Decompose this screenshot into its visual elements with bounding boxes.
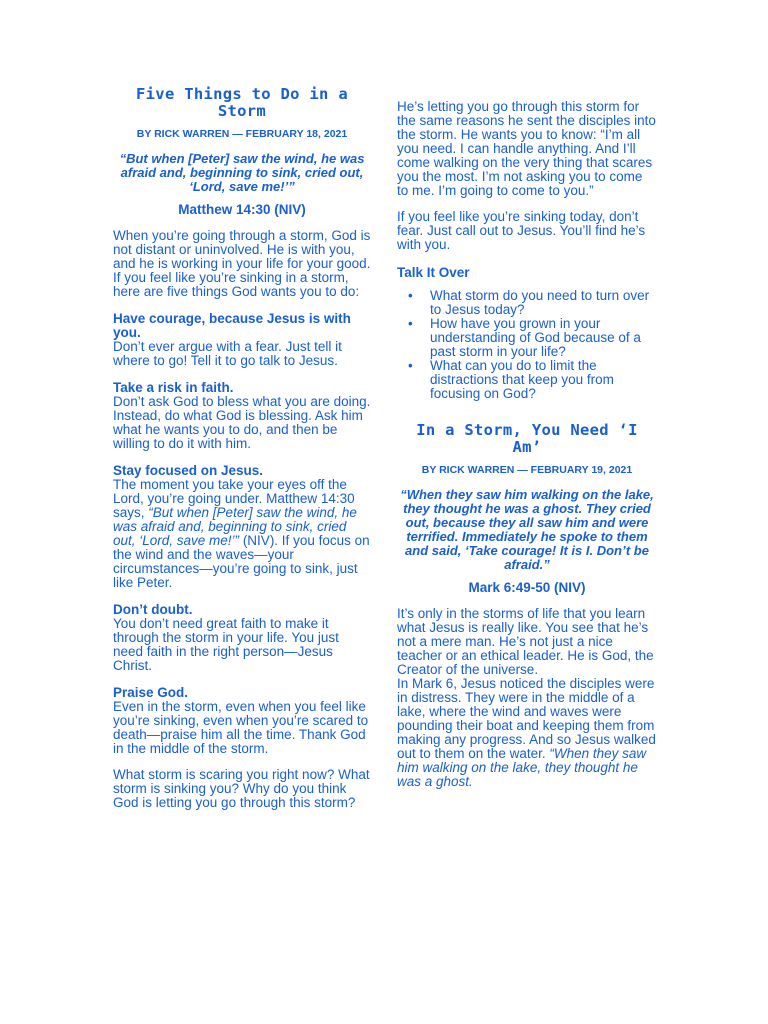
point-text-part: (NIV). If you focus on the wind and the waves—your circumstances—you’re going to sink, just like Peter. [113, 533, 370, 590]
intro-paragraph: If you feel like you’re sinking in a storm, here are five things God wants you to do: [113, 270, 360, 299]
article-title: In a Storm, You Need ‘I Am’ [416, 421, 638, 456]
article-title: Five Things to Do in a Storm [136, 85, 348, 120]
paragraph [397, 677, 657, 789]
closing-paragraph: What storm is scaring you right now? What storm is sinking you? Why do you think God is letting you go through this storm? [113, 767, 370, 810]
talk-it-over-list [397, 289, 657, 401]
scripture-quote: “When they saw him walking on the lake, they thought he was a ghost. They cried out, because they all saw him and were terrified. Immediately he spoke to them and said, ‘Take courage! It is I. Don’t be afraid.” [400, 487, 654, 572]
point-text: Even in the storm, even when you feel like you’re sinking, even when you’re scared to death—praise him all the time. Thank God in the middle of the storm. [113, 699, 369, 756]
point-text: You don’t need great faith to make it through the storm in your life. You just need faith in the right person—Jesus Christ. [113, 616, 339, 673]
scripture-reference: Mark 6:49-50 (NIV) [468, 580, 586, 595]
intro-paragraph: When you’re going through a storm, God is not distant or uninvolved. He is with you, and he is working in your life for your good. [113, 228, 371, 271]
point-heading: Praise God. [113, 685, 189, 700]
point-text: Don’t ever argue with a fear. Just tell it where to go! Tell it to go talk to Jesus. [113, 339, 342, 368]
right-column [397, 100, 657, 789]
point-heading: Don’t doubt. [113, 602, 193, 617]
point-text [113, 478, 371, 590]
scripture-reference: Matthew 14:30 (NIV) [178, 202, 306, 217]
inline-quote: “When they saw him walking on the lake, they thought he was a ghost. [397, 746, 647, 789]
final-paragraph: If you feel like you’re sinking today, don’t fear. Just call out to Jesus. You’ll find he’s with you. [397, 209, 646, 252]
list-item: • How have you grown in your understanding of God because of a past storm in your life? [430, 317, 657, 359]
left-column [113, 86, 371, 810]
paragraph: It’s only in the storms of life that you learn what Jesus is really like. You see that he’s not a mere man. He’s not just a nice teacher or an ethical leader. He is God, the Creator of the universe. [397, 606, 654, 677]
point-heading: Stay focused on Jesus. [113, 463, 264, 478]
byline: BY RICK WARREN — FEBRUARY 18, 2021 [136, 128, 348, 140]
paragraph-part: In Mark 6, Jesus noticed the disciples were in distress. They were in the middle of a lake, where the wind and waves were pounding their boat and keeping them from making any progress. And so Jesus walked out to them on the water. [397, 676, 656, 761]
inline-quote: “But when [Peter] saw the wind, he was afraid and, beginning to sink, cried out, ‘Lord, save me!’” [113, 505, 357, 548]
continued-paragraph: He’s letting you go through this storm for the same reasons he sent the disciples into the storm. He wants you to know: “I’m all you need. I can handle anything. And I’ll come walking on the very thing that scares you the most. I’m not asking you to come to me. I’m going to come to you.” [397, 99, 656, 198]
list-item: • What can you do to limit the distractions that keep you from focusing on God? [430, 359, 657, 401]
point-heading: Have courage, because Jesus is with you. [113, 311, 351, 340]
point-heading: Take a risk in faith. [113, 380, 234, 395]
byline: BY RICK WARREN — FEBRUARY 19, 2021 [421, 464, 633, 476]
point-text-part: The moment you take your eyes off the Lord, you’re going under. Matthew 14:30 says, [113, 477, 355, 520]
talk-it-over-heading: Talk It Over [397, 265, 470, 280]
list-item: • What storm do you need to turn over to Jesus today? [430, 289, 657, 317]
scripture-quote: “But when [Peter] saw the wind, he was afraid and, beginning to sink, cried out, ‘Lord, save me!’” [119, 151, 365, 194]
point-text: Don’t ask God to bless what you are doing. Instead, do what God is blessing. Ask him what he wants you to do, and then be willing to do it with him. [113, 394, 371, 451]
